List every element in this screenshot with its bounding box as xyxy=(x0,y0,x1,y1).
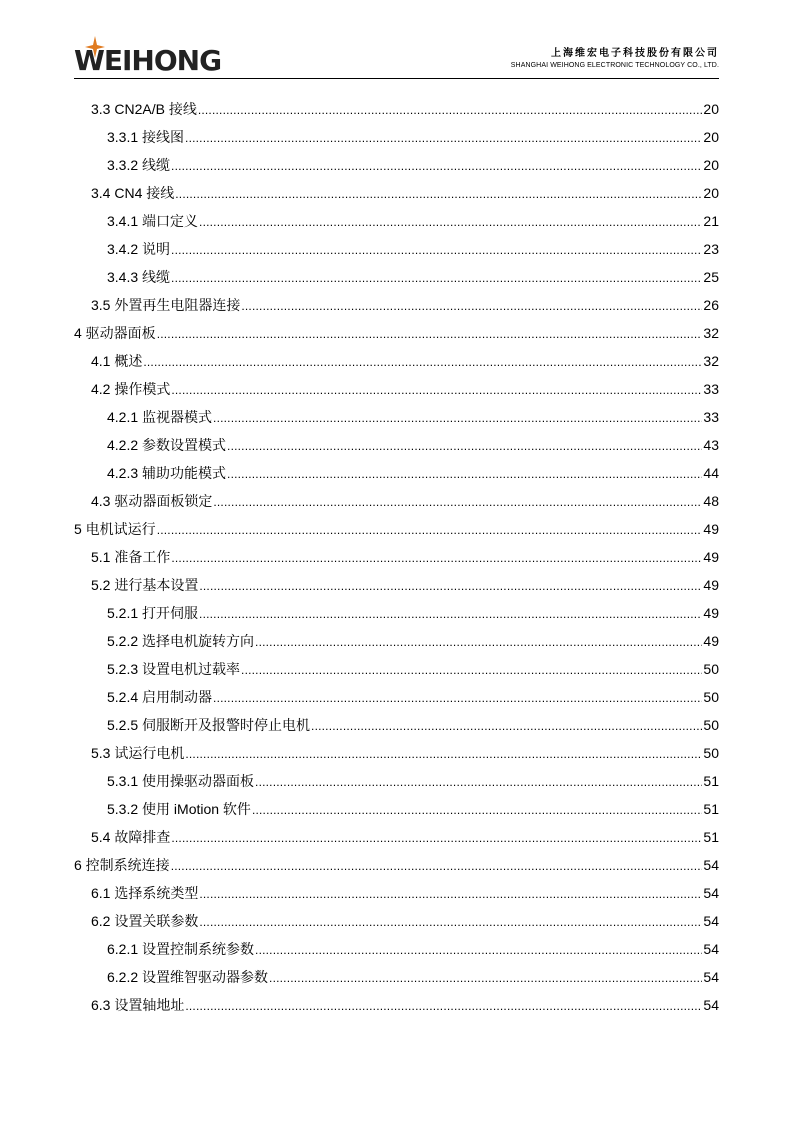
toc-entry-page-number: 33 xyxy=(703,381,719,397)
toc-dot-leader xyxy=(311,718,702,739)
toc-entry-page-number: 32 xyxy=(703,325,719,341)
company-logo xyxy=(74,36,254,78)
toc-entry[interactable] xyxy=(74,795,719,823)
toc-entry[interactable] xyxy=(74,767,719,795)
toc-entry[interactable] xyxy=(74,683,719,711)
toc-dot-leader xyxy=(213,494,702,515)
toc-dot-leader xyxy=(198,102,703,123)
company-name-en: SHANGHAI WEIHONG ELECTRONIC TECHNOLOGY CO., LTD. xyxy=(510,62,719,69)
toc-dot-leader xyxy=(171,382,702,403)
toc-entry-title: 5.2.4 启用制动器 xyxy=(107,689,213,705)
toc-entry-page-number: 43 xyxy=(703,437,719,453)
toc-entry-page-number: 51 xyxy=(703,801,719,817)
toc-entry-page-number: 20 xyxy=(703,101,719,117)
toc-entry-title: 5.3 试运行电机 xyxy=(91,745,185,761)
toc-entry-title: 4.2.3 辅助功能模式 xyxy=(107,465,227,481)
toc-entry[interactable] xyxy=(74,655,719,683)
toc-entry-title: 4.3 驱动器面板锁定 xyxy=(91,493,213,509)
toc-entry-title: 5.2.3 设置电机过载率 xyxy=(107,661,241,677)
toc-entry-page-number: 50 xyxy=(703,689,719,705)
toc-entry-title: 3.5 外置再生电阻器连接 xyxy=(91,297,241,313)
toc-dot-leader xyxy=(171,270,702,291)
toc-entry-page-number: 49 xyxy=(703,549,719,565)
toc-dot-leader xyxy=(255,774,702,795)
toc-entry-page-number: 49 xyxy=(703,521,719,537)
toc-dot-leader xyxy=(227,466,702,487)
toc-entry[interactable] xyxy=(74,963,719,991)
toc-dot-leader xyxy=(171,242,702,263)
toc-entry-title: 4.2 操作模式 xyxy=(91,381,171,397)
toc-entry-title: 4.1 概述 xyxy=(91,353,143,369)
toc-dot-leader xyxy=(199,914,702,935)
toc-entry-title: 5.2.5 伺服断开及报警时停止电机 xyxy=(107,717,311,733)
toc-entry[interactable] xyxy=(74,319,719,347)
toc-entry[interactable] xyxy=(74,739,719,767)
toc-entry-title: 5.1 准备工作 xyxy=(91,549,171,565)
toc-dot-leader xyxy=(171,158,702,179)
toc-entry[interactable] xyxy=(74,515,719,543)
toc-entry[interactable] xyxy=(74,599,719,627)
toc-dot-leader xyxy=(185,746,702,767)
toc-entry-title: 6 控制系统连接 xyxy=(74,857,170,873)
toc-entry[interactable] xyxy=(74,403,719,431)
toc-dot-leader xyxy=(255,634,702,655)
toc-dot-leader xyxy=(175,186,702,207)
toc-entry-page-number: 54 xyxy=(703,913,719,929)
toc-entry-page-number: 51 xyxy=(703,829,719,845)
toc-entry-title: 3.3.2 线缆 xyxy=(107,157,171,173)
toc-entry[interactable] xyxy=(74,291,719,319)
toc-entry-page-number: 49 xyxy=(703,605,719,621)
toc-entry-page-number: 26 xyxy=(703,297,719,313)
toc-dot-leader xyxy=(199,214,702,235)
toc-entry-page-number: 20 xyxy=(703,129,719,145)
toc-entry-page-number: 54 xyxy=(703,885,719,901)
toc-entry-title: 4.2.1 监视器模式 xyxy=(107,409,213,425)
toc-entry-title: 6.2.2 设置维智驱动器参数 xyxy=(107,969,269,985)
toc-entry[interactable] xyxy=(74,179,719,207)
toc-entry-title: 6.2 设置关联参数 xyxy=(91,913,199,929)
toc-dot-leader xyxy=(185,998,702,1019)
toc-dot-leader xyxy=(269,970,702,991)
toc-entry[interactable] xyxy=(74,207,719,235)
toc-entry-title: 5.3.2 使用 iMotion 软件 xyxy=(107,801,251,817)
toc-dot-leader xyxy=(241,298,702,319)
toc-entry[interactable] xyxy=(74,711,719,739)
toc-entry[interactable] xyxy=(74,935,719,963)
toc-entry-title: 3.4.2 说明 xyxy=(107,241,171,257)
toc-entry[interactable] xyxy=(74,347,719,375)
toc-entry-page-number: 20 xyxy=(703,185,719,201)
toc-entry-page-number: 20 xyxy=(703,157,719,173)
toc-entry-page-number: 21 xyxy=(703,213,719,229)
toc-entry-page-number: 54 xyxy=(703,997,719,1013)
toc-dot-leader xyxy=(143,354,702,375)
toc-entry-title: 5.2.1 打开伺服 xyxy=(107,605,199,621)
toc-entry[interactable] xyxy=(74,431,719,459)
toc-dot-leader xyxy=(199,578,702,599)
toc-entry[interactable] xyxy=(74,571,719,599)
toc-entry-title: 3.3.1 接线图 xyxy=(107,129,185,145)
toc-entry[interactable] xyxy=(74,151,719,179)
toc-entry[interactable] xyxy=(74,991,719,1019)
toc-entry-title: 5.3.1 使用操驱动器面板 xyxy=(107,773,255,789)
toc-entry-page-number: 50 xyxy=(703,745,719,761)
toc-entry-title: 3.4.1 端口定义 xyxy=(107,213,199,229)
toc-entry[interactable] xyxy=(74,123,719,151)
toc-entry-page-number: 51 xyxy=(703,773,719,789)
toc-entry-title: 5 电机试运行 xyxy=(74,521,156,537)
toc-entry-title: 5.2.2 选择电机旋转方向 xyxy=(107,633,255,649)
toc-entry[interactable] xyxy=(74,235,719,263)
toc-entry[interactable] xyxy=(74,823,719,851)
table-of-contents xyxy=(74,95,719,1019)
toc-entry-page-number: 48 xyxy=(703,493,719,509)
company-name-cn: 上海维宏电子科技股份有限公司 xyxy=(551,48,719,59)
toc-dot-leader xyxy=(227,438,702,459)
toc-entry-page-number: 25 xyxy=(703,269,719,285)
toc-entry-page-number: 44 xyxy=(703,465,719,481)
toc-dot-leader xyxy=(199,606,702,627)
toc-entry-page-number: 32 xyxy=(703,353,719,369)
toc-entry[interactable] xyxy=(74,851,719,879)
logo-wordmark: WEIHONG xyxy=(74,44,222,77)
toc-entry[interactable] xyxy=(74,459,719,487)
toc-dot-leader xyxy=(171,550,702,571)
toc-dot-leader xyxy=(255,942,702,963)
toc-entry[interactable] xyxy=(74,879,719,907)
toc-dot-leader xyxy=(213,690,702,711)
toc-dot-leader xyxy=(171,830,702,851)
toc-entry-page-number: 33 xyxy=(703,409,719,425)
toc-entry-page-number: 54 xyxy=(703,969,719,985)
toc-entry[interactable] xyxy=(74,543,719,571)
toc-entry-title: 4.2.2 参数设置模式 xyxy=(107,437,227,453)
toc-entry-page-number: 50 xyxy=(703,717,719,733)
toc-entry-title: 5.4 故障排查 xyxy=(91,829,171,845)
toc-entry-page-number: 54 xyxy=(703,941,719,957)
toc-entry[interactable] xyxy=(74,95,719,123)
toc-dot-leader xyxy=(252,802,702,823)
toc-entry-title: 3.4.3 线缆 xyxy=(107,269,171,285)
toc-entry-title: 6.1 选择系统类型 xyxy=(91,885,199,901)
toc-dot-leader xyxy=(241,662,702,683)
toc-entry[interactable] xyxy=(74,487,719,515)
company-name-block xyxy=(511,48,719,72)
toc-entry[interactable] xyxy=(74,907,719,935)
toc-entry[interactable] xyxy=(74,627,719,655)
toc-entry-page-number: 54 xyxy=(703,857,719,873)
toc-dot-leader xyxy=(171,858,703,879)
page-header xyxy=(74,36,719,80)
toc-entry-title: 6.2.1 设置控制系统参数 xyxy=(107,941,255,957)
toc-entry-title: 4 驱动器面板 xyxy=(74,325,156,341)
toc-entry-title: 5.2 进行基本设置 xyxy=(91,577,199,593)
toc-entry[interactable] xyxy=(74,263,719,291)
toc-entry[interactable] xyxy=(74,375,719,403)
header-divider xyxy=(74,78,719,79)
toc-entry-title: 6.3 设置轴地址 xyxy=(91,997,185,1013)
toc-dot-leader xyxy=(199,886,702,907)
toc-dot-leader xyxy=(213,410,702,431)
toc-entry-page-number: 23 xyxy=(703,241,719,257)
toc-entry-page-number: 49 xyxy=(703,633,719,649)
toc-entry-page-number: 50 xyxy=(703,661,719,677)
toc-entry-title: 3.4 CN4 接线 xyxy=(91,185,175,201)
toc-dot-leader xyxy=(185,130,702,151)
toc-entry-title: 3.3 CN2A/B 接线 xyxy=(91,101,197,117)
toc-dot-leader xyxy=(157,326,703,347)
toc-dot-leader xyxy=(157,522,703,543)
toc-entry-page-number: 49 xyxy=(703,577,719,593)
